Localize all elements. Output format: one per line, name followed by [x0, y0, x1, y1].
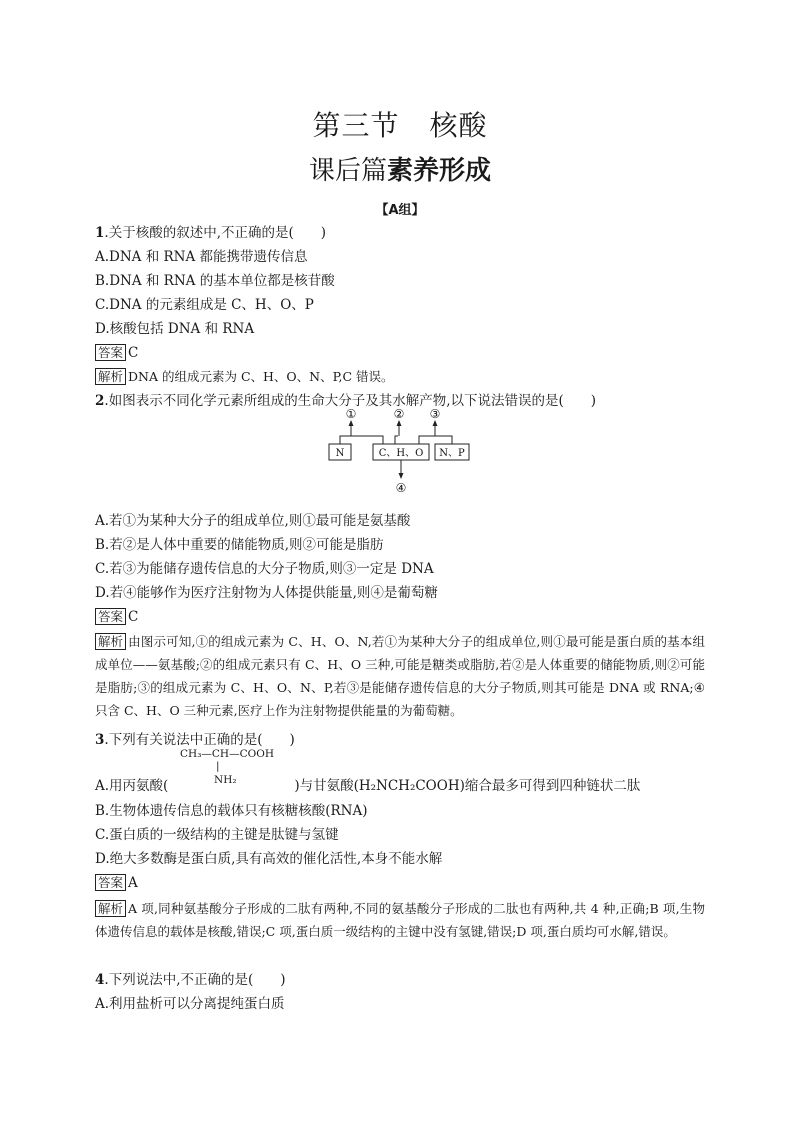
q1-option-d: D.核酸包括 DNA 和 RNA: [95, 321, 255, 337]
analysis-tag: 解析: [95, 368, 126, 385]
diagram-circle-2: ②: [393, 407, 405, 421]
q3-answer: [95, 873, 138, 893]
q1-analysis-text: DNA 的组成元素为 C、H、O、N、P,C 错误。: [128, 369, 394, 384]
page-subtitle: [0, 150, 800, 187]
analysis-tag: 解析: [95, 633, 126, 650]
alanine-formula-bottom: NH₂: [214, 774, 237, 786]
diagram-label-n: N: [335, 448, 345, 459]
diagram-circle-3: ③: [429, 407, 441, 421]
q2-analysis: [95, 630, 705, 722]
title-topic: 核酸: [429, 109, 488, 142]
diagram-label-np: N、P: [439, 448, 465, 459]
q1-option-c: C.DNA 的元素组成是 C、H、O、P: [95, 297, 314, 313]
group-heading: 【A组】: [375, 203, 425, 218]
answer-tag: 答案: [95, 344, 126, 361]
q1-answer: [95, 343, 138, 363]
q2-option-a: A.若①为某种大分子的组成单位,则①最可能是氨基酸: [95, 513, 411, 529]
subtitle-heavy: 素养形成: [387, 156, 492, 186]
q3-option-b: B.生物体遗传信息的载体只有核糖核酸(RNA): [95, 803, 368, 819]
q4-option-a: A.利用盐析可以分离提纯蛋白质: [95, 996, 285, 1012]
q4-number: 4: [95, 972, 105, 988]
alanine-formula-bond: |: [216, 760, 220, 772]
q2-answer: [95, 607, 138, 627]
diagram-circle-4: ④: [395, 481, 407, 495]
q3-analysis-text: A 项,同种氨基酸分子形成的二肽有两种,不同的氨基酸分子形成的二肽也有两种,共 4 种,正确;B 项,生物体遗传信息的载体是核酸,错误;C 项,蛋白质一级结构的主键中没有氢键,错误;D 项,蛋白质均可水解,错误。: [95, 901, 705, 939]
q3-option-a-pre: A.用丙氨酸(: [95, 778, 169, 794]
element-diagram: [315, 405, 475, 497]
answer-tag: 答案: [95, 874, 126, 891]
page-title: [0, 104, 800, 144]
q3-answer-value: A: [128, 875, 138, 891]
q3-option-a-post: )与甘氨酸(H₂NCH₂COOH)缩合最多可得到四种链状二肽: [294, 778, 641, 794]
q1-option-b: B.DNA 和 RNA 的基本单位都是核苷酸: [95, 273, 335, 289]
q2-option-b: B.若②是人体中重要的储能物质,则②可能是脂肪: [95, 537, 384, 553]
q2-option-c: C.若③为能储存遗传信息的大分子物质,则③一定是 DNA: [95, 561, 434, 577]
alanine-formula-top: CH₃—CH—COOH: [180, 748, 274, 760]
title-section: 第三节: [312, 109, 400, 142]
q1-number: 1: [95, 225, 105, 241]
q1-option-a: A.DNA 和 RNA 都能携带遗传信息: [95, 249, 308, 265]
q3-option-d: D.绝大多数酶是蛋白质,具有高效的催化活性,本身不能水解: [95, 851, 443, 867]
q3-option-a: [95, 776, 640, 796]
q3-stem: [95, 730, 295, 750]
q1-analysis: [95, 367, 394, 387]
q2-stem-text: .如图表示不同化学元素所组成的生命大分子及其水解产物,以下说法错误的是( ): [104, 393, 597, 409]
q3-number: 3: [95, 732, 105, 748]
q2-option-d: D.若④能够作为医疗注射物为人体提供能量,则④是葡萄糖: [95, 585, 438, 601]
q2-number: 2: [95, 393, 105, 409]
q4-stem: [95, 970, 286, 990]
q4-stem-text: .下列说法中,不正确的是( ): [104, 972, 286, 988]
q3-stem-text: .下列有关说法中正确的是( ): [104, 732, 295, 748]
q2-answer-value: C: [128, 609, 139, 625]
q3-analysis: [95, 897, 705, 943]
diagram-circle-1: ①: [345, 407, 357, 421]
diagram-label-cho: C、H、O: [378, 448, 424, 459]
q3-option-c: C.蛋白质的一级结构的主键是肽键与氢键: [95, 827, 339, 843]
analysis-tag: 解析: [95, 900, 126, 917]
subtitle-light: 课后篇: [308, 156, 387, 186]
answer-tag: 答案: [95, 608, 126, 625]
q1-stem: [95, 223, 326, 243]
q1-stem-text: .关于核酸的叙述中,不正确的是( ): [104, 225, 327, 241]
q1-answer-value: C: [128, 345, 139, 361]
q2-analysis-text: 由图示可知,①的组成元素为 C、H、O、N,若①为某种大分子的组成单位,则①最可能是蛋白质的基本组成单位——氨基酸;②的组成元素只有 C、H、O 三种,可能是糖类或脂肪,若②是人体重要的储能物质,则②可能是脂肪;③的组成元素为 C、H、O、N、P,若③是能储存遗传信息的大分子物质,则其可能是 DNA 或 RNA;④只含 C、H、O 三种元素,医疗上作为注射物提供能量的为葡萄糖。: [95, 634, 705, 718]
